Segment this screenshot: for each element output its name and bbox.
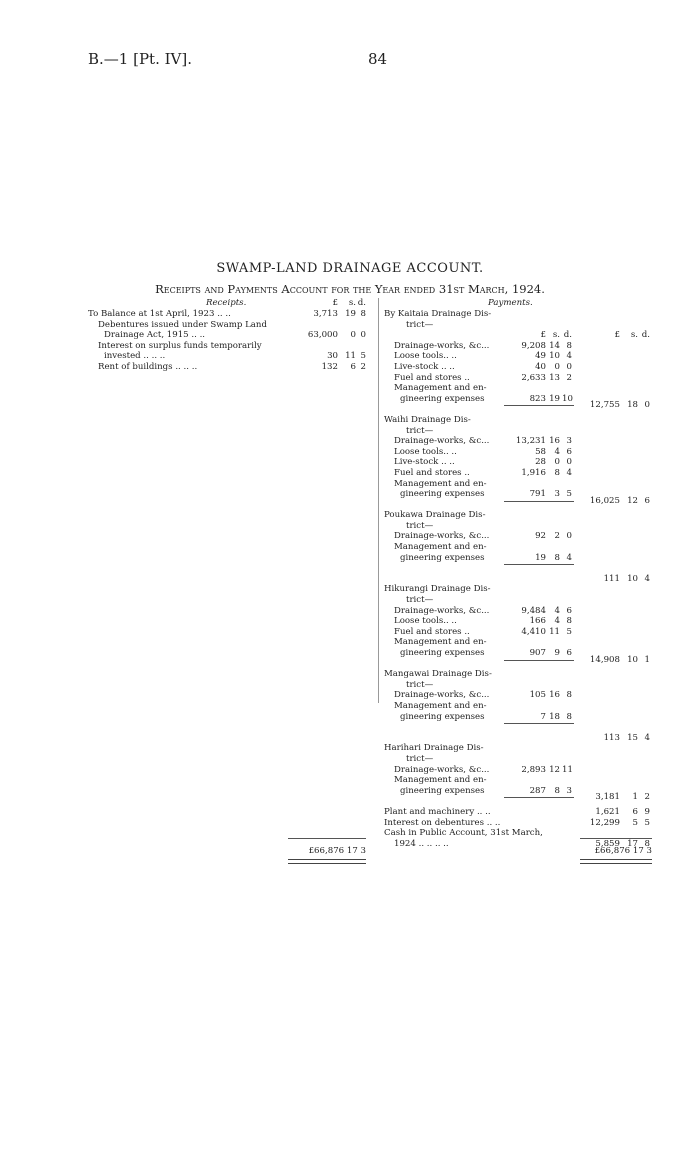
outer-pence-heading: d.: [641, 330, 650, 341]
inner-pence: 10: [562, 393, 573, 404]
receipt-row: [88, 362, 370, 373]
payment-label: Drainage-works, &c...: [394, 690, 490, 701]
outer-pounds: 113: [603, 732, 620, 743]
document-reference: B.—1 [Pt. IV].: [88, 50, 192, 68]
inner-pence: 8: [566, 340, 572, 351]
outer-pence: 9: [644, 806, 650, 817]
account-title: SWAMP-LAND DRAINAGE ACCOUNT.: [216, 261, 484, 276]
payment-label: Drainage-works, &c...: [394, 764, 490, 775]
receipt-row: [88, 341, 370, 352]
inner-shillings: 13: [549, 372, 560, 383]
inner-pounds-heading: £: [540, 330, 546, 341]
receipts-shillings-heading: s.: [348, 298, 356, 308]
inner-shillings: 2: [554, 531, 560, 542]
inner-pounds: 40: [535, 361, 546, 372]
receipt-label: Debentures issued under Swamp Land: [98, 319, 267, 330]
inner-pence: 0: [566, 361, 572, 372]
payment-row: [384, 574, 654, 585]
payment-label: gineering expenses: [400, 711, 485, 722]
receipt-row: [88, 320, 370, 331]
subtotal-rule: [504, 564, 574, 565]
payments-heading: Payments.: [488, 298, 533, 308]
payments-column: [384, 298, 654, 856]
inner-pounds: 2,633: [521, 372, 546, 383]
payment-row: [384, 680, 654, 691]
inner-shillings: 8: [554, 552, 560, 563]
outer-shillings: 5: [632, 817, 638, 828]
payment-row: [384, 637, 654, 648]
outer-shillings: 1: [632, 792, 638, 803]
payments-double-rule: [580, 859, 652, 864]
outer-shillings-heading: s.: [630, 330, 638, 341]
payment-row: [384, 754, 654, 765]
inner-shillings: 16: [549, 436, 560, 447]
payment-row: [384, 436, 654, 447]
inner-pounds: 19: [535, 552, 546, 563]
payment-row: [384, 495, 654, 511]
inner-shillings: 9: [554, 648, 560, 658]
receipt-pounds: 30: [327, 351, 338, 362]
outer-pounds: 5,859: [595, 838, 620, 849]
payment-label: gineering expenses: [400, 785, 485, 796]
outer-shillings: 6: [632, 806, 638, 817]
payment-label: Interest on debentures .. ..: [384, 817, 501, 828]
payment-row: [384, 722, 654, 733]
inner-pounds: 823: [529, 393, 546, 404]
subtotal-rule: [504, 797, 574, 798]
inner-shillings: 4: [554, 616, 560, 627]
inner-pence: 8: [566, 616, 572, 627]
outer-shillings: 10: [627, 654, 638, 665]
payment-label: Waihi Drainage Dis-: [384, 414, 471, 425]
payment-row: [384, 563, 654, 574]
payment-label: trict—: [406, 679, 434, 690]
inner-shillings: 16: [549, 690, 560, 701]
payment-label: gineering expenses: [400, 489, 485, 500]
outer-pence: 0: [644, 400, 650, 411]
inner-pence-heading: d.: [563, 330, 572, 341]
payment-row: [384, 400, 654, 415]
receipt-label: Interest on surplus funds temporarily: [98, 340, 262, 351]
payment-label: Loose tools.. ..: [394, 351, 457, 362]
inner-pence: 3: [566, 785, 572, 796]
inner-pounds: 92: [535, 531, 546, 542]
payment-label: Mangawai Drainage Dis-: [384, 669, 492, 680]
receipt-pence: 8: [360, 309, 366, 319]
receipt-label: Drainage Act, 1915 .. ..: [104, 330, 206, 341]
outer-pence: 1: [644, 654, 650, 665]
inner-shillings: 19: [549, 393, 560, 404]
payment-label: Live-stock .. ..: [394, 457, 455, 468]
payment-label: gineering expenses: [400, 552, 485, 563]
payment-label: Fuel and stores ..: [394, 626, 470, 637]
receipts-pounds-heading: £: [332, 298, 338, 308]
page-number: 84: [368, 50, 388, 68]
receipt-row: [88, 330, 370, 341]
payment-row: [384, 468, 654, 479]
payment-row: [384, 654, 654, 670]
inner-pence: 8: [566, 711, 572, 722]
payments-total: £66,876 17 3: [594, 846, 652, 856]
payment-row: [384, 733, 654, 744]
payment-label: Hikurangi Drainage Dis-: [384, 584, 491, 595]
payment-label: gineering expenses: [400, 393, 485, 404]
payment-label: Drainage-works, &c...: [394, 531, 490, 542]
inner-pounds: 7: [540, 711, 546, 722]
inner-shillings: 4: [554, 446, 560, 457]
receipt-shillings: 6: [350, 361, 356, 372]
payment-row: [384, 330, 654, 341]
payment-row: [384, 383, 654, 394]
inner-pounds: 28: [535, 457, 546, 468]
inner-shillings: 12: [549, 764, 560, 775]
payment-label: trict—: [406, 520, 434, 531]
payment-label: Harihari Drainage Dis-: [384, 743, 484, 754]
payment-row: [384, 479, 654, 490]
inner-pounds: 4,410: [521, 626, 546, 637]
payment-label: Management and en-: [394, 383, 487, 394]
payment-row: [384, 690, 654, 701]
inner-shillings: 3: [554, 489, 560, 500]
outer-pence: 4: [644, 573, 650, 584]
payment-label: By Kaitaia Drainage Dis-: [384, 309, 492, 319]
payment-row: [384, 457, 654, 468]
payment-label: Loose tools.. ..: [394, 616, 457, 627]
inner-pence: 6: [566, 605, 572, 616]
inner-pence: 8: [566, 690, 572, 701]
outer-pounds: 12,299: [589, 817, 620, 828]
inner-pence: 11: [562, 764, 573, 775]
account-subtitle: Receipts and Payments Account for the Year ended 31st March, 1924.: [155, 282, 545, 296]
inner-pence: 4: [566, 351, 572, 362]
payment-row: [384, 701, 654, 712]
receipt-shillings: 0: [350, 330, 356, 341]
payment-row: [384, 818, 654, 829]
receipts-heading: Receipts.: [206, 298, 247, 308]
receipt-shillings: 19: [345, 309, 356, 319]
payment-row: [384, 426, 654, 437]
payment-row: [384, 341, 654, 352]
outer-shillings: 17: [627, 838, 638, 849]
payment-row: [384, 775, 654, 786]
payment-label: Management and en-: [394, 478, 487, 489]
inner-pounds: 9,484: [521, 605, 546, 616]
receipt-pounds: 132: [321, 361, 338, 372]
payment-row: [384, 595, 654, 606]
payment-label: Live-stock .. ..: [394, 361, 455, 372]
payment-label: Fuel and stores ..: [394, 467, 470, 478]
receipt-row: [88, 351, 370, 362]
subtotal-rule: [504, 723, 574, 724]
payment-row: [384, 616, 654, 627]
inner-shillings: 8: [554, 785, 560, 796]
payment-label: Drainage-works, &c...: [394, 340, 490, 351]
inner-shillings: 0: [554, 457, 560, 468]
payment-label: Management and en-: [394, 775, 487, 786]
receipt-pounds: 3,713: [313, 309, 338, 319]
inner-shillings-heading: s.: [552, 330, 560, 341]
inner-pounds: 9,208: [521, 340, 546, 351]
inner-pounds: 2,893: [521, 764, 546, 775]
outer-shillings: 12: [627, 495, 638, 506]
payment-row: [384, 743, 654, 754]
outer-pounds: 16,025: [589, 495, 620, 506]
inner-pounds: 49: [535, 351, 546, 362]
receipts-pence-heading: d.: [357, 298, 366, 308]
inner-shillings: 10: [549, 351, 560, 362]
payment-label: trict—: [406, 319, 434, 330]
receipts-column: [88, 298, 370, 856]
payment-row: [384, 542, 654, 553]
inner-pence: 0: [566, 531, 572, 542]
outer-pounds: 1,621: [595, 806, 620, 817]
outer-shillings: 10: [627, 573, 638, 584]
payment-row: [384, 510, 654, 521]
outer-pence: 8: [644, 838, 650, 849]
subtotal-rule: [504, 501, 574, 502]
receipts-total-rule: [288, 838, 366, 839]
inner-pounds: 1,916: [521, 467, 546, 478]
outer-pounds: 12,755: [589, 400, 620, 411]
subtotal-rule: [504, 660, 574, 661]
inner-pence: 5: [566, 489, 572, 500]
outer-pence: 6: [644, 495, 650, 506]
outer-pence: 5: [644, 817, 650, 828]
inner-pounds: 166: [529, 616, 546, 627]
payment-row: [384, 415, 654, 426]
payment-row: [384, 373, 654, 384]
outer-shillings: 18: [627, 400, 638, 411]
payment-row: [384, 606, 654, 617]
receipt-shillings: 11: [345, 351, 356, 362]
receipts-total: £66,876 17 3: [308, 846, 366, 856]
inner-pounds: 58: [535, 446, 546, 457]
payment-row: [384, 765, 654, 776]
inner-pence: 4: [566, 467, 572, 478]
payments-total-rule: [580, 838, 652, 839]
column-divider: [378, 298, 379, 703]
inner-shillings: 14: [549, 340, 560, 351]
receipt-pence: 0: [360, 330, 366, 341]
payment-row: [384, 320, 654, 331]
payment-row: [384, 584, 654, 595]
payment-label: Drainage-works, &c...: [394, 605, 490, 616]
payment-row: [384, 792, 654, 807]
payment-row: [384, 712, 654, 723]
payment-label: Poukawa Drainage Dis-: [384, 510, 486, 521]
inner-pence: 3: [566, 436, 572, 447]
inner-pounds: 907: [529, 648, 546, 658]
payment-row: [384, 531, 654, 542]
payment-label: trict—: [406, 595, 434, 606]
outer-pounds: 14,908: [589, 654, 620, 665]
outer-pence: 4: [644, 732, 650, 743]
payment-label: trict—: [406, 753, 434, 764]
receipt-pence: 5: [360, 351, 366, 362]
payment-row: [384, 362, 654, 373]
payment-label: gineering expenses: [400, 648, 485, 658]
payment-label: Management and en-: [394, 700, 487, 711]
outer-pounds: 3,181: [595, 792, 620, 803]
payment-row: [384, 553, 654, 564]
payment-label: Cash in Public Account, 31st March,: [384, 828, 543, 839]
payment-row: [384, 627, 654, 638]
outer-pence: 2: [644, 792, 650, 803]
inner-pence: 6: [566, 648, 572, 658]
outer-pounds: 111: [603, 573, 620, 584]
payment-label: Fuel and stores ..: [394, 372, 470, 383]
inner-shillings: 11: [549, 626, 560, 637]
payment-label: Management and en-: [394, 542, 487, 553]
subtotal-rule: [504, 405, 574, 406]
inner-pence: 0: [566, 457, 572, 468]
inner-pence: 6: [566, 446, 572, 457]
inner-pence: 2: [566, 372, 572, 383]
inner-pounds: 791: [529, 489, 546, 500]
payment-row: [384, 521, 654, 532]
outer-pounds-heading: £: [614, 330, 620, 341]
payment-label: Loose tools.. ..: [394, 446, 457, 457]
inner-pounds: 105: [529, 690, 546, 701]
payment-label: Plant and machinery .. ..: [384, 806, 491, 817]
inner-shillings: 4: [554, 605, 560, 616]
receipt-pence: 2: [360, 361, 366, 372]
payment-row: [384, 309, 654, 320]
payment-label: 1924 .. .. .. ..: [394, 838, 449, 849]
payment-row: [384, 807, 654, 818]
payment-label: trict—: [406, 425, 434, 436]
inner-shillings: 0: [554, 361, 560, 372]
payment-row: [384, 447, 654, 458]
inner-pence: 5: [566, 626, 572, 637]
inner-pence: 4: [566, 552, 572, 563]
inner-pounds: 287: [529, 785, 546, 796]
payment-label: Drainage-works, &c...: [394, 436, 490, 447]
outer-shillings: 15: [627, 732, 638, 743]
receipt-label: To Balance at 1st April, 1923 .. ..: [88, 309, 231, 319]
payment-row: [384, 351, 654, 362]
payment-label: Management and en-: [394, 637, 487, 648]
receipt-pounds: 63,000: [307, 330, 338, 341]
payment-row: [384, 669, 654, 680]
inner-shillings: 8: [554, 467, 560, 478]
inner-shillings: 18: [549, 711, 560, 722]
inner-pounds: 13,231: [515, 436, 546, 447]
receipts-double-rule: [288, 859, 366, 864]
receipt-label: invested .. .. ..: [104, 351, 166, 362]
receipt-label: Rent of buildings .. .. ..: [98, 361, 198, 372]
receipt-row: [88, 309, 370, 320]
